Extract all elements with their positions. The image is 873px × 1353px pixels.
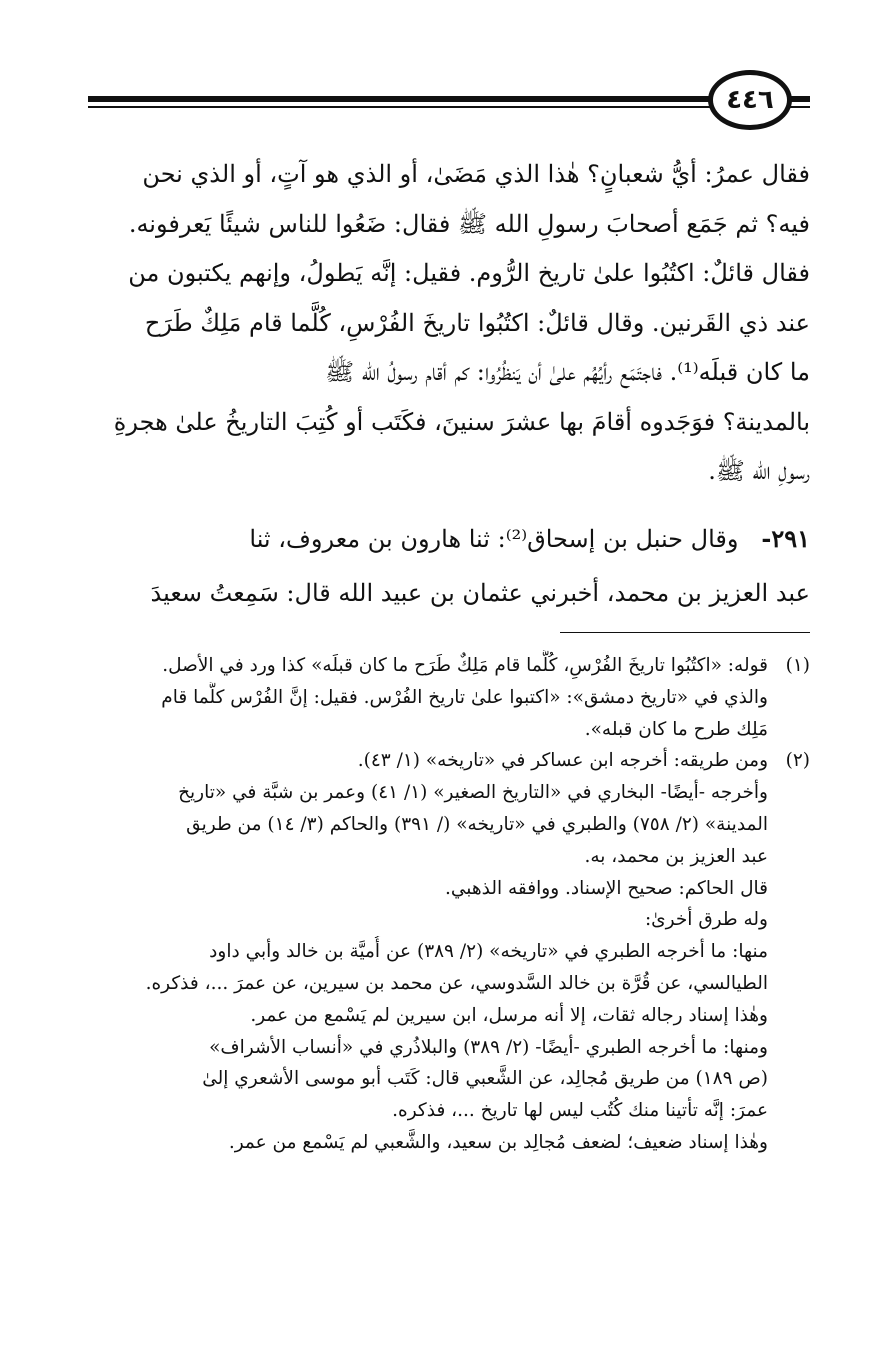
header-rule-thick (88, 96, 810, 102)
footnote-line: (ص ١٨٩) من طريق مُجالِد، عن الشَّعبي قال: كَتَب أبو موسى الأشعري إلىٰ (202, 1068, 768, 1090)
footnote-line: وهٰذا إسناد رجاله ثقات، إلا أنه مرسل، ابن سيرين لم يَسْمع من عمر. (250, 1004, 768, 1026)
footnote-1-line-1: (١)قوله: «اكتُبُوا تاريخَ الفُرْسِ، كُلَّما قام مَلِكٌ طَرَح ما كان قبلَه» كذا ورد في الأصل. (88, 650, 810, 682)
footnote-marker: (٢) (785, 750, 810, 772)
main-line: بالمدينة؟ فوَجَدوه أقامَ بها عشرَ سنينَ، فكَتَب أو كُتِبَ التاريخُ علىٰ هجرةِ (113, 407, 810, 436)
main-line: عند ذي القَرنين. وقال قائلٌ: اكتُبُوا تاريخَ الفُرْسِ، كُلَّما قام مَلِكٌ طَرَح (144, 308, 810, 337)
paragraph-291-line-1 (88, 512, 810, 566)
footnotes (88, 650, 810, 1159)
main-line: فقال عمرُ: أيُّ شعبانٍ؟ هٰذا الذي مَضَىٰ، أو الذي هو آتٍ، أو الذي نحن (142, 160, 810, 188)
footnote-line: عبد العزيز بن محمد، به. (584, 845, 768, 867)
footnote-line: مَلِك طرح ما كان قبله». (584, 718, 768, 740)
footnote-line: عمرَ: إنَّه تأتينا منك كُتُب ليس لها تاريخ ...، فذكره. (392, 1100, 768, 1122)
header-rule-thin (88, 106, 810, 108)
footnote-line: منها: ما أخرجه الطبري في «تاريخه» (٢/ ٣٨٩) عن أُميَّة بن خالد وأبي داود (209, 941, 768, 963)
main-line: فقال قائلٌ: اكتُبُوا علىٰ تاريخ الرُّوم. فقيل: إنَّه يَطولُ، وإنهم يكتبون من (128, 259, 810, 287)
paragraph-number: ٢٩١- (761, 524, 810, 553)
main-line: ما كان قبلَه⁽¹⁾. فاجتَمَع رأيُهُم علىٰ أن يَنظُرُوا: كم أقام رسولُ الله ﷺ (325, 358, 810, 386)
footnote-line: ومنها: ما أخرجه الطبري -أيضًا- (٢/ ٣٨٩) والبلاذُري في «أنساب الأشراف» (209, 1036, 768, 1058)
footnote-line: وهٰذا إسناد ضعيف؛ لضعف مُجالِد بن سعيد، والشَّعبي لم يَسْمع من عمر. (228, 1131, 768, 1153)
footnote-separator (560, 632, 810, 633)
footnote-line: وله طرق أخرىٰ: (644, 909, 768, 931)
page-number-ornament (708, 70, 792, 130)
paragraph-291 (88, 512, 810, 620)
footnote-line: قال الحاكم: صحيح الإسناد. ووافقه الذهبي. (445, 877, 768, 899)
main-line: فيه؟ ثم جَمَع أصحابَ رسولِ الله ﷺ فقال: ضَعُوا للناس شيئًا يَعرفونه. (128, 209, 810, 238)
main-text (88, 150, 810, 497)
main-line: رسولِ الله ﷺ. (708, 457, 810, 485)
footnote-2-line-1: (٢)ومن طريقه: أخرجه ابن عساكر في «تاريخه» (١/ ٤٣). (88, 745, 810, 777)
page-number: ٤٤٦ (726, 85, 774, 115)
paragraph-291-line-2: عبد العزيز بن محمد، أخبرني عثمان بن عبيد الله قال: سَمِعتُ سعيدَ (150, 579, 810, 607)
paragraph-291-text: وقال حنبل بن إسحاق⁽²⁾: ثنا هارون بن معروف، ثنا (249, 525, 739, 553)
footnote-marker: (١) (785, 655, 810, 676)
page-header (88, 68, 810, 138)
footnote-line: المدينة» (٢/ ٧٥٨) والطبري في «تاريخه» (/ ٣٩١) والحاكم (٣/ ١٤) من طريق (186, 813, 768, 835)
footnote-line: وأخرجه -أيضًا- البخاري في «التاريخ الصغير» (١/ ٤١) وعمر بن شبَّة في «تاريخ (178, 782, 768, 804)
footnote-line: الطيالسي، عن قُرَّة بن خالد السَّدوسي، عن محمد بن سيرين، عن عمرَ ...، فذكره. (145, 972, 768, 994)
footnote-line: والذي في «تاريخ دمشق»: «اكتبوا علىٰ تاريخ الفُرْس. فقيل: إنَّ الفُرْس كلَّما قام (161, 686, 768, 708)
